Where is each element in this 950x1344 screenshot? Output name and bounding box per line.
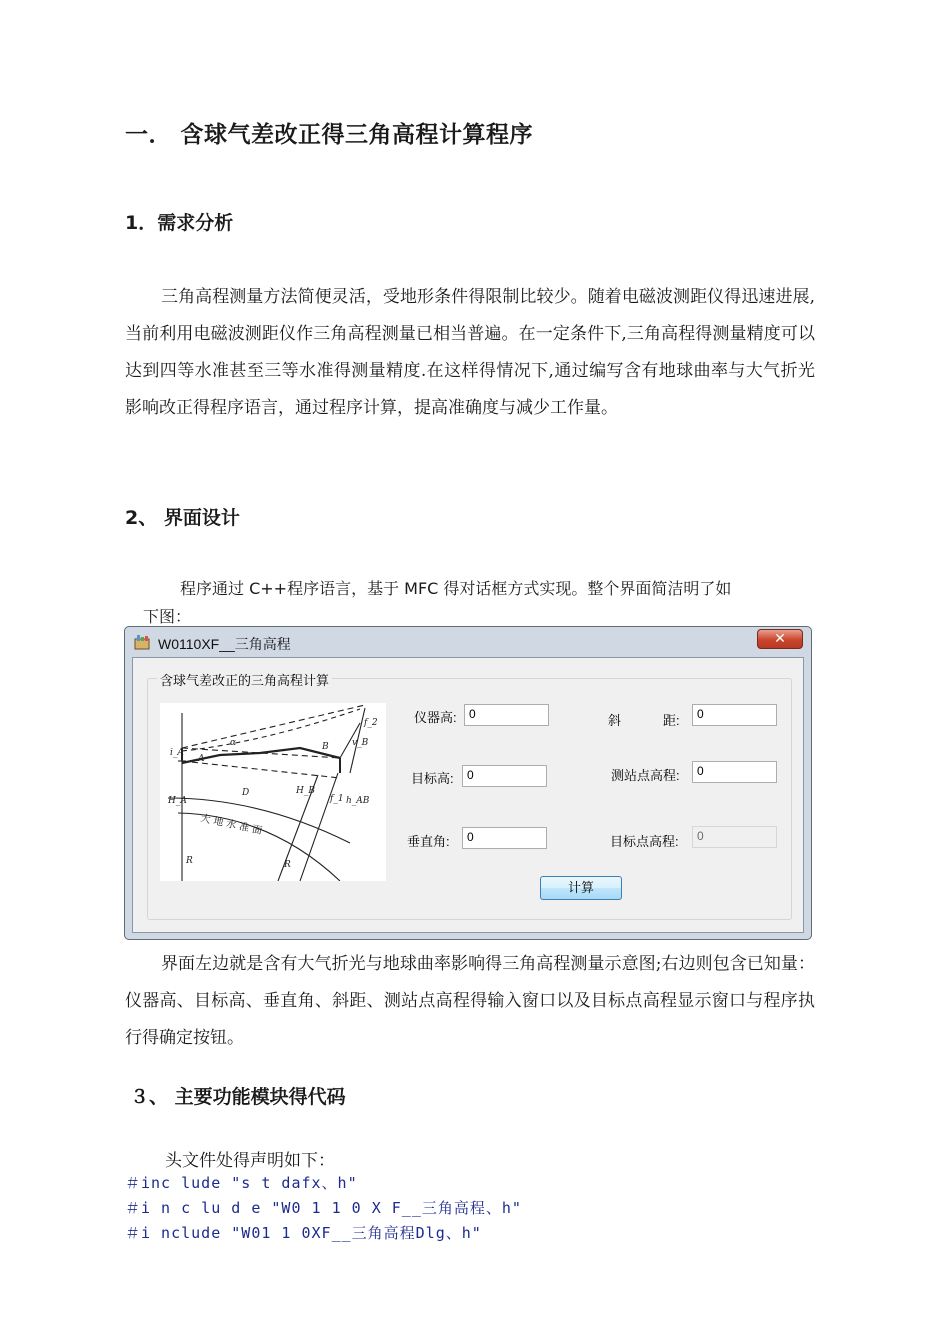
- target-elevation-output: 0: [692, 826, 777, 848]
- section1-title: 1．需求分析: [125, 212, 234, 234]
- section1-body: 三角高程测量方法简便灵活，受地形条件得限制比较少。随着电磁波测距仪得迅速进展,当前利用电磁波测距仪作三角高程测量已相当普遍。在一定条件下,三角高程得测量精度可以达到四等水准甚至三等水准得测量精度.在这样得情况下,通过编写含有地球曲率与大气折光影响改正得程序语言，通过程序计算，提高准确度与减少工作量。: [125, 287, 815, 418]
- page-heading: 一． 含球气差改正得三角高程计算程序: [125, 122, 534, 148]
- target-height-input[interactable]: 0: [462, 765, 547, 787]
- label-D: D: [242, 788, 250, 798]
- label-slope-distance-a: 斜: [608, 713, 622, 728]
- groupbox-title: 含球气差改正的三角高程计算: [157, 670, 332, 689]
- label-HA: H_A: [168, 796, 187, 806]
- label-B: B: [322, 742, 329, 752]
- slope-distance-input[interactable]: 0: [692, 704, 777, 726]
- dialog-title: W0110XF__三角高程: [158, 636, 291, 652]
- code-line-2: ＃i n c lu d e "W0 1 1 0 X F__三角高程、h": [125, 1199, 522, 1217]
- trig-leveling-diagram: [160, 703, 386, 881]
- label-instrument-height: 仪器高:: [414, 710, 457, 725]
- label-hAB: h_AB: [346, 796, 370, 806]
- station-elevation-input[interactable]: 0: [692, 761, 777, 783]
- label-R2: R: [284, 860, 291, 870]
- label-station-elevation: 测站点高程:: [611, 768, 680, 783]
- section2-after-text: 界面左边就是含有大气折光与地球曲率影响得三角高程测量示意图;右边则包含已知量：仪器高、目标高、垂直角、斜距、测站点高程得输入窗口以及目标点高程显示窗口与程序执行得确定按钮。: [125, 954, 815, 1048]
- label-target-height: 目标高:: [411, 771, 454, 786]
- label-slope-distance-b: 距:: [663, 713, 680, 728]
- label-HB: H_B: [296, 786, 315, 796]
- section3-intro: 头文件处得声明如下：: [165, 1151, 335, 1171]
- label-f1: f_1: [330, 794, 344, 804]
- instrument-height-input[interactable]: 0: [464, 704, 549, 726]
- code-line-3: ＃i nclude "W01 1 0XF__三角高程Dlg、h": [125, 1224, 482, 1242]
- label-f2: f_2: [364, 718, 378, 728]
- section2-intro-line2: 下图：: [143, 607, 192, 626]
- label-R1: R: [186, 856, 193, 866]
- section2-title: 2、 界面设计: [125, 507, 240, 529]
- vertical-angle-input[interactable]: 0: [462, 827, 547, 849]
- label-geoid: 大 地 水 准 面: [199, 813, 264, 837]
- label-A: A: [198, 754, 205, 764]
- section3-title: ３、 主要功能模块得代码: [130, 1086, 346, 1108]
- label-iA: i_A: [170, 748, 184, 758]
- app-icon: [134, 634, 150, 650]
- dialog-titlebar: [125, 627, 811, 657]
- label-vB: v_B: [352, 738, 369, 748]
- dialog-client-area: [132, 657, 804, 933]
- dialog-window: [124, 626, 812, 940]
- close-button[interactable]: ✕: [757, 629, 803, 649]
- label-vertical-angle: 垂直角:: [407, 834, 450, 849]
- code-line-1: ＃inc lude "s t dafx、h": [125, 1174, 358, 1192]
- label-alpha: α: [230, 738, 237, 748]
- section2-intro-line1: 程序通过 C++程序语言，基于 MFC 得对话框方式实现。整个界面简洁明了如: [180, 579, 732, 598]
- label-target-elevation: 目标点高程:: [610, 834, 679, 849]
- calculate-button[interactable]: 计算: [540, 876, 622, 900]
